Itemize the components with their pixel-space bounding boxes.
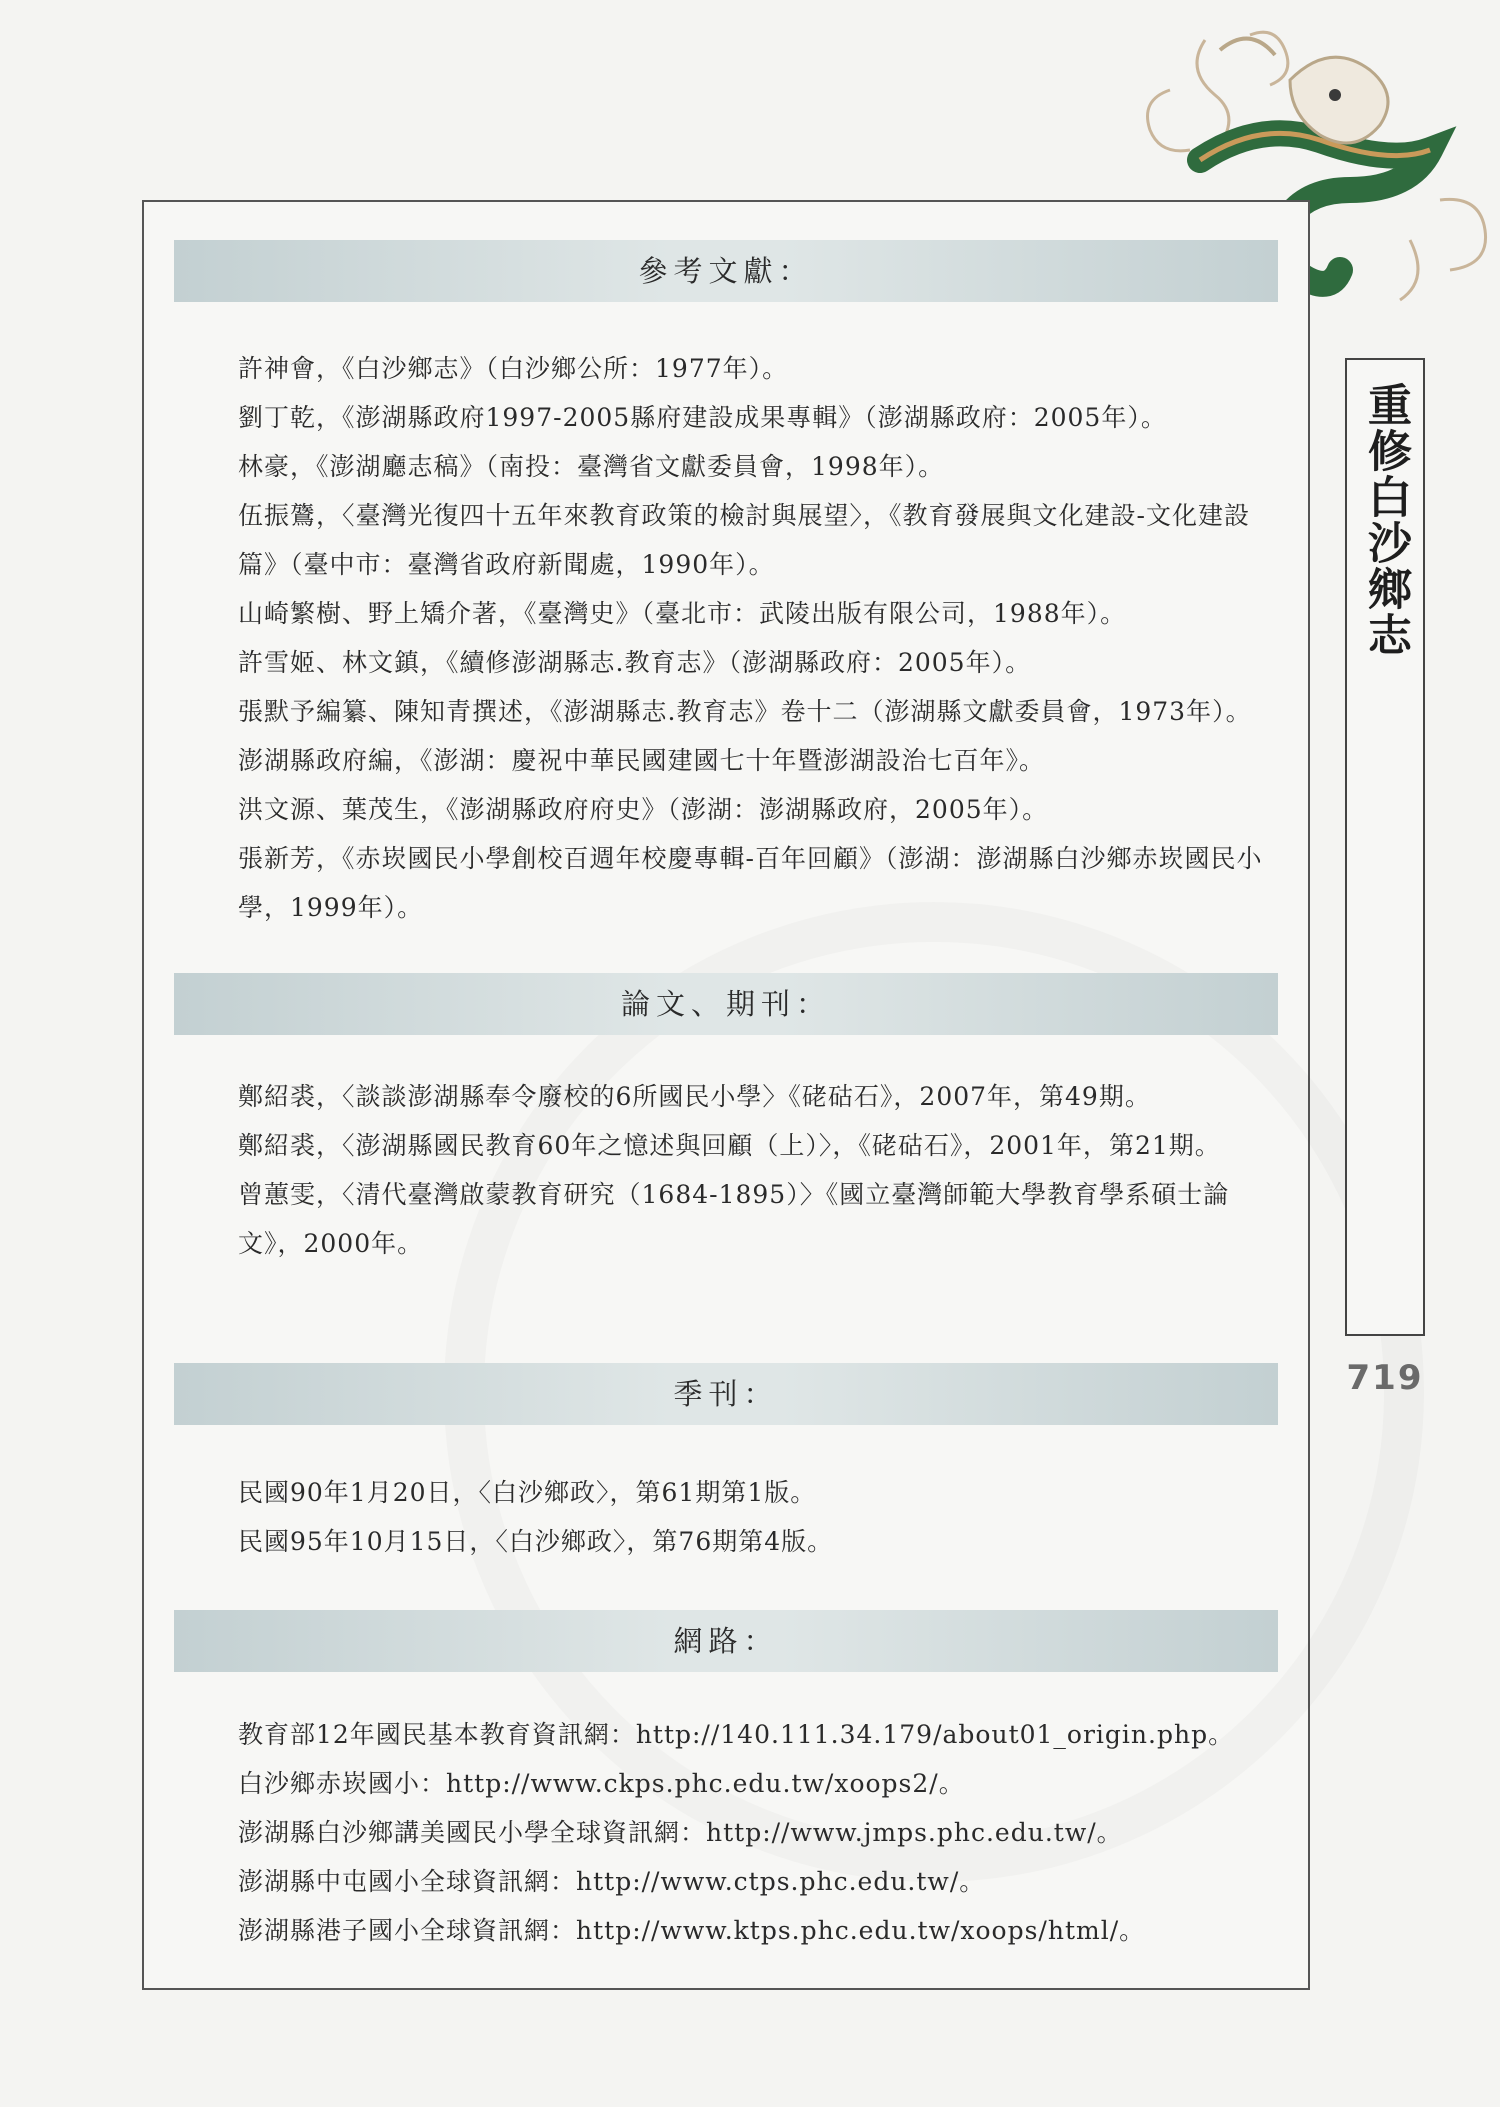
internet-entry: 白沙鄉赤崁國小：http://www.ckps.phc.edu.tw/xoops2/。 <box>238 1769 965 1798</box>
papers-list <box>238 1072 1278 1268</box>
section-bar-papers <box>174 973 1278 1035</box>
quarterly-list <box>238 1468 1278 1566</box>
reference-entry: 山崎繁樹、野上矯介著，《臺灣史》（臺北市：武陵出版有限公司，1988年）。 <box>238 599 1127 628</box>
section-title-papers: 論文、期刊： <box>620 987 831 1021</box>
page-number: 719 <box>1346 1358 1424 1398</box>
paper-entry: 鄭紹裘，〈澎湖縣國民教育60年之憶述與回顧（上）〉，《硓𥑮石》，2001年，第21期。 <box>238 1131 1221 1160</box>
section-title-quarterly: 季刊： <box>673 1377 779 1411</box>
reference-entry: 張新芳，《赤崁國民小學創校百週年校慶專輯-百年回顧》（澎湖：澎湖縣白沙鄉赤崁國民小學，1999年）。 <box>238 844 1263 922</box>
references-list <box>238 344 1278 932</box>
section-bar-quarterly <box>174 1363 1278 1425</box>
quarterly-entry: 民國95年10月15日，〈白沙鄉政〉，第76期第4版。 <box>238 1527 834 1556</box>
book-title: 重修白沙鄉志 <box>1360 382 1411 658</box>
reference-entry: 張默予編纂、陳知青撰述，《澎湖縣志.教育志》卷十二（澎湖縣文獻委員會，1973年）。 <box>238 697 1252 726</box>
reference-entry: 劉丁乾，《澎湖縣政府1997-2005縣府建設成果專輯》（澎湖縣政府：2005年）。 <box>238 403 1167 432</box>
reference-entry: 許神會，《白沙鄉志》（白沙鄉公所：1977年）。 <box>238 354 789 383</box>
section-bar-internet <box>174 1610 1278 1672</box>
internet-entry: 澎湖縣白沙鄉講美國民小學全球資訊網：http://www.jmps.phc.edu.tw/。 <box>238 1818 1123 1847</box>
reference-entry: 澎湖縣政府編，《澎湖：慶祝中華民國建國七十年暨澎湖設治七百年》。 <box>238 746 1046 775</box>
reference-entry: 林豪，《澎湖廳志稿》（南投：臺灣省文獻委員會，1998年）。 <box>238 452 945 481</box>
internet-entry: 教育部12年國民基本教育資訊網：http://140.111.34.179/about01_origin.php。 <box>238 1720 1235 1749</box>
section-title-references: 參考文獻： <box>638 254 814 288</box>
internet-entry: 澎湖縣港子國小全球資訊網：http://www.ktps.phc.edu.tw/xoops/html/。 <box>238 1916 1146 1945</box>
paper-entry: 曾蕙雯，〈清代臺灣啟蒙教育研究（1684-1895）〉《國立臺灣師範大學教育學系碩士論文》，2000年。 <box>238 1180 1230 1258</box>
section-title-internet: 網路： <box>673 1624 779 1658</box>
paper-entry: 鄭紹裘，〈談談澎湖縣奉令廢校的6所國民小學〉《硓𥑮石》，2007年，第49期。 <box>238 1082 1151 1111</box>
side-title-box <box>1345 358 1425 1336</box>
reference-entry: 洪文源、葉茂生，《澎湖縣政府府史》（澎湖：澎湖縣政府，2005年）。 <box>238 795 1049 824</box>
reference-entry: 許雪姬、林文鎮，《續修澎湖縣志.教育志》（澎湖縣政府：2005年）。 <box>238 648 1032 677</box>
internet-entry: 澎湖縣中屯國小全球資訊網：http://www.ctps.phc.edu.tw/。 <box>238 1867 986 1896</box>
reference-entry: 伍振鷟，〈臺灣光復四十五年來教育政策的檢討與展望〉，《教育發展與文化建設-文化建設篇》（臺中市：臺灣省政府新聞處，1990年）。 <box>238 501 1250 579</box>
quarterly-entry: 民國90年1月20日，〈白沙鄉政〉，第61期第1版。 <box>238 1478 817 1507</box>
section-bar-references <box>174 240 1278 302</box>
internet-list <box>238 1710 1278 1955</box>
